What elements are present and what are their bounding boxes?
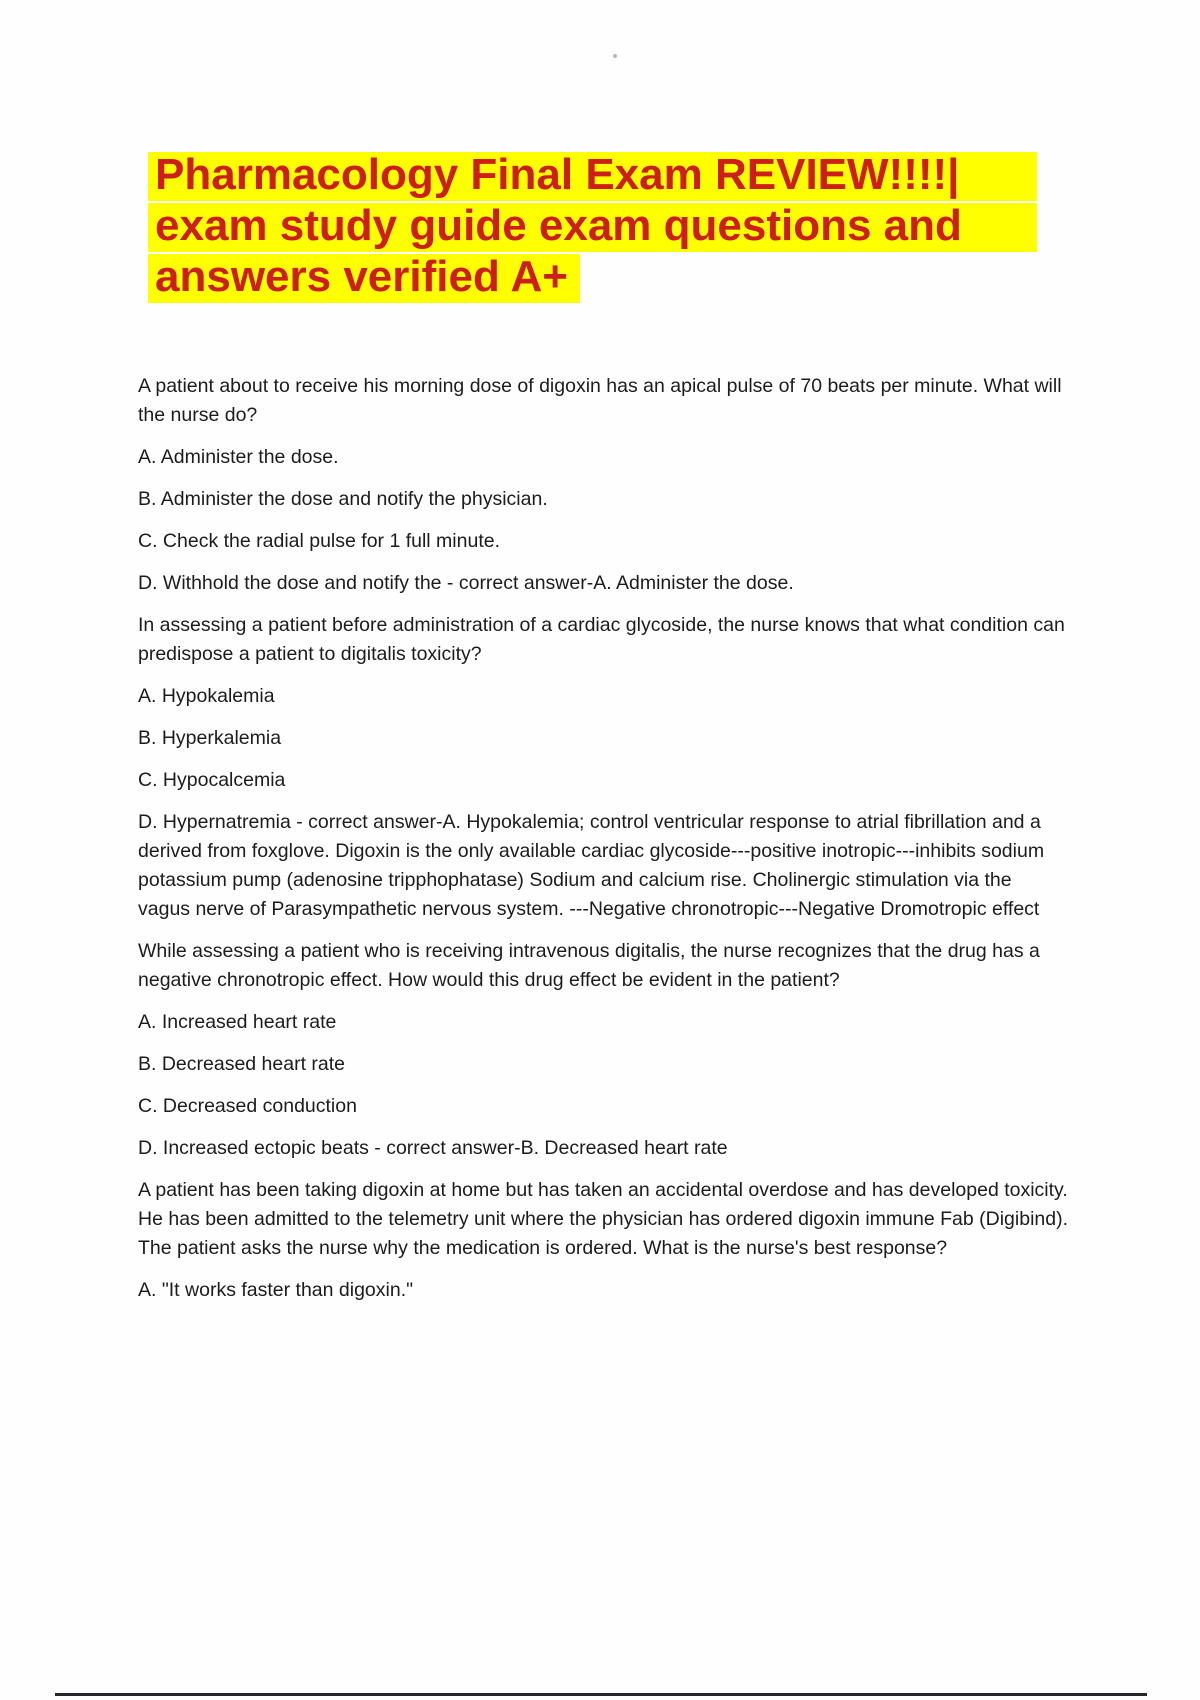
paragraph: A. Increased heart rate xyxy=(138,1011,337,1033)
paragraph: A patient has been taking digoxin at home but has taken an accidental overdose and has developed toxicity. He has been admitted to the telemetry unit where the physician has ordered digoxin immune Fab (Digibind). The patient asks the nurse why the medication is ordered. What is the nurse's best response? xyxy=(138,1179,1069,1259)
paragraph: A. Hypokalemia xyxy=(138,685,275,707)
paragraph: C. Check the radial pulse for 1 full minute. xyxy=(138,530,501,552)
paragraph: A. Administer the dose. xyxy=(138,446,339,468)
paragraph: D. Withhold the dose and notify the - correct answer-A. Administer the dose. xyxy=(138,572,794,594)
scan-artifact-dot xyxy=(613,54,617,58)
paragraph: C. Decreased conduction xyxy=(138,1095,357,1117)
paragraph: A patient about to receive his morning dose of digoxin has an apical pulse of 70 beats per minute. What will the nurse do? xyxy=(138,375,1062,426)
title-line-2-text: exam study guide exam questions and xyxy=(148,203,1037,252)
title-line-2 xyxy=(148,201,1037,252)
title-line-3 xyxy=(148,252,1037,303)
paragraph: A. "It works faster than digoxin." xyxy=(138,1279,414,1301)
paragraph: While assessing a patient who is receiving intravenous digitalis, the nurse recognizes that the drug has a negative chronotropic effect. How would this drug effect be evident in the patient? xyxy=(138,940,1040,991)
title-line-1 xyxy=(148,150,1037,201)
paragraph: B. Hyperkalemia xyxy=(138,727,282,749)
paragraph: B. Administer the dose and notify the physician. xyxy=(138,488,548,510)
title-line-3-text: answers verified A+ xyxy=(148,254,580,303)
paragraph: D. Increased ectopic beats - correct answer-B. Decreased heart rate xyxy=(138,1137,728,1159)
paragraph: C. Hypocalcemia xyxy=(138,769,286,791)
page-bottom-rule xyxy=(55,1693,1147,1696)
title-line-1-text: Pharmacology Final Exam REVIEW!!!!| xyxy=(148,152,1037,201)
paragraph: B. Decreased heart rate xyxy=(138,1053,346,1075)
document-title xyxy=(148,150,1037,303)
paragraph: D. Hypernatremia - correct answer-A. Hypokalemia; control ventricular response to atrial fibrillation and a derived from foxglove. Digoxin is the only available cardiac glycoside---positive inotropic---inhibits sodium potassium pump (adenosine tripphophatase) Sodium and calcium rise. Cholinergic stimulation via the vagus nerve of Parasympathetic nervous system. ---Negative chronotropic---Negative Dromotropic effect xyxy=(138,811,1045,920)
document-body xyxy=(138,372,1068,1318)
paragraph: In assessing a patient before administration of a cardiac glycoside, the nurse knows that what condition can predispose a patient to digitalis toxicity? xyxy=(138,614,1065,665)
